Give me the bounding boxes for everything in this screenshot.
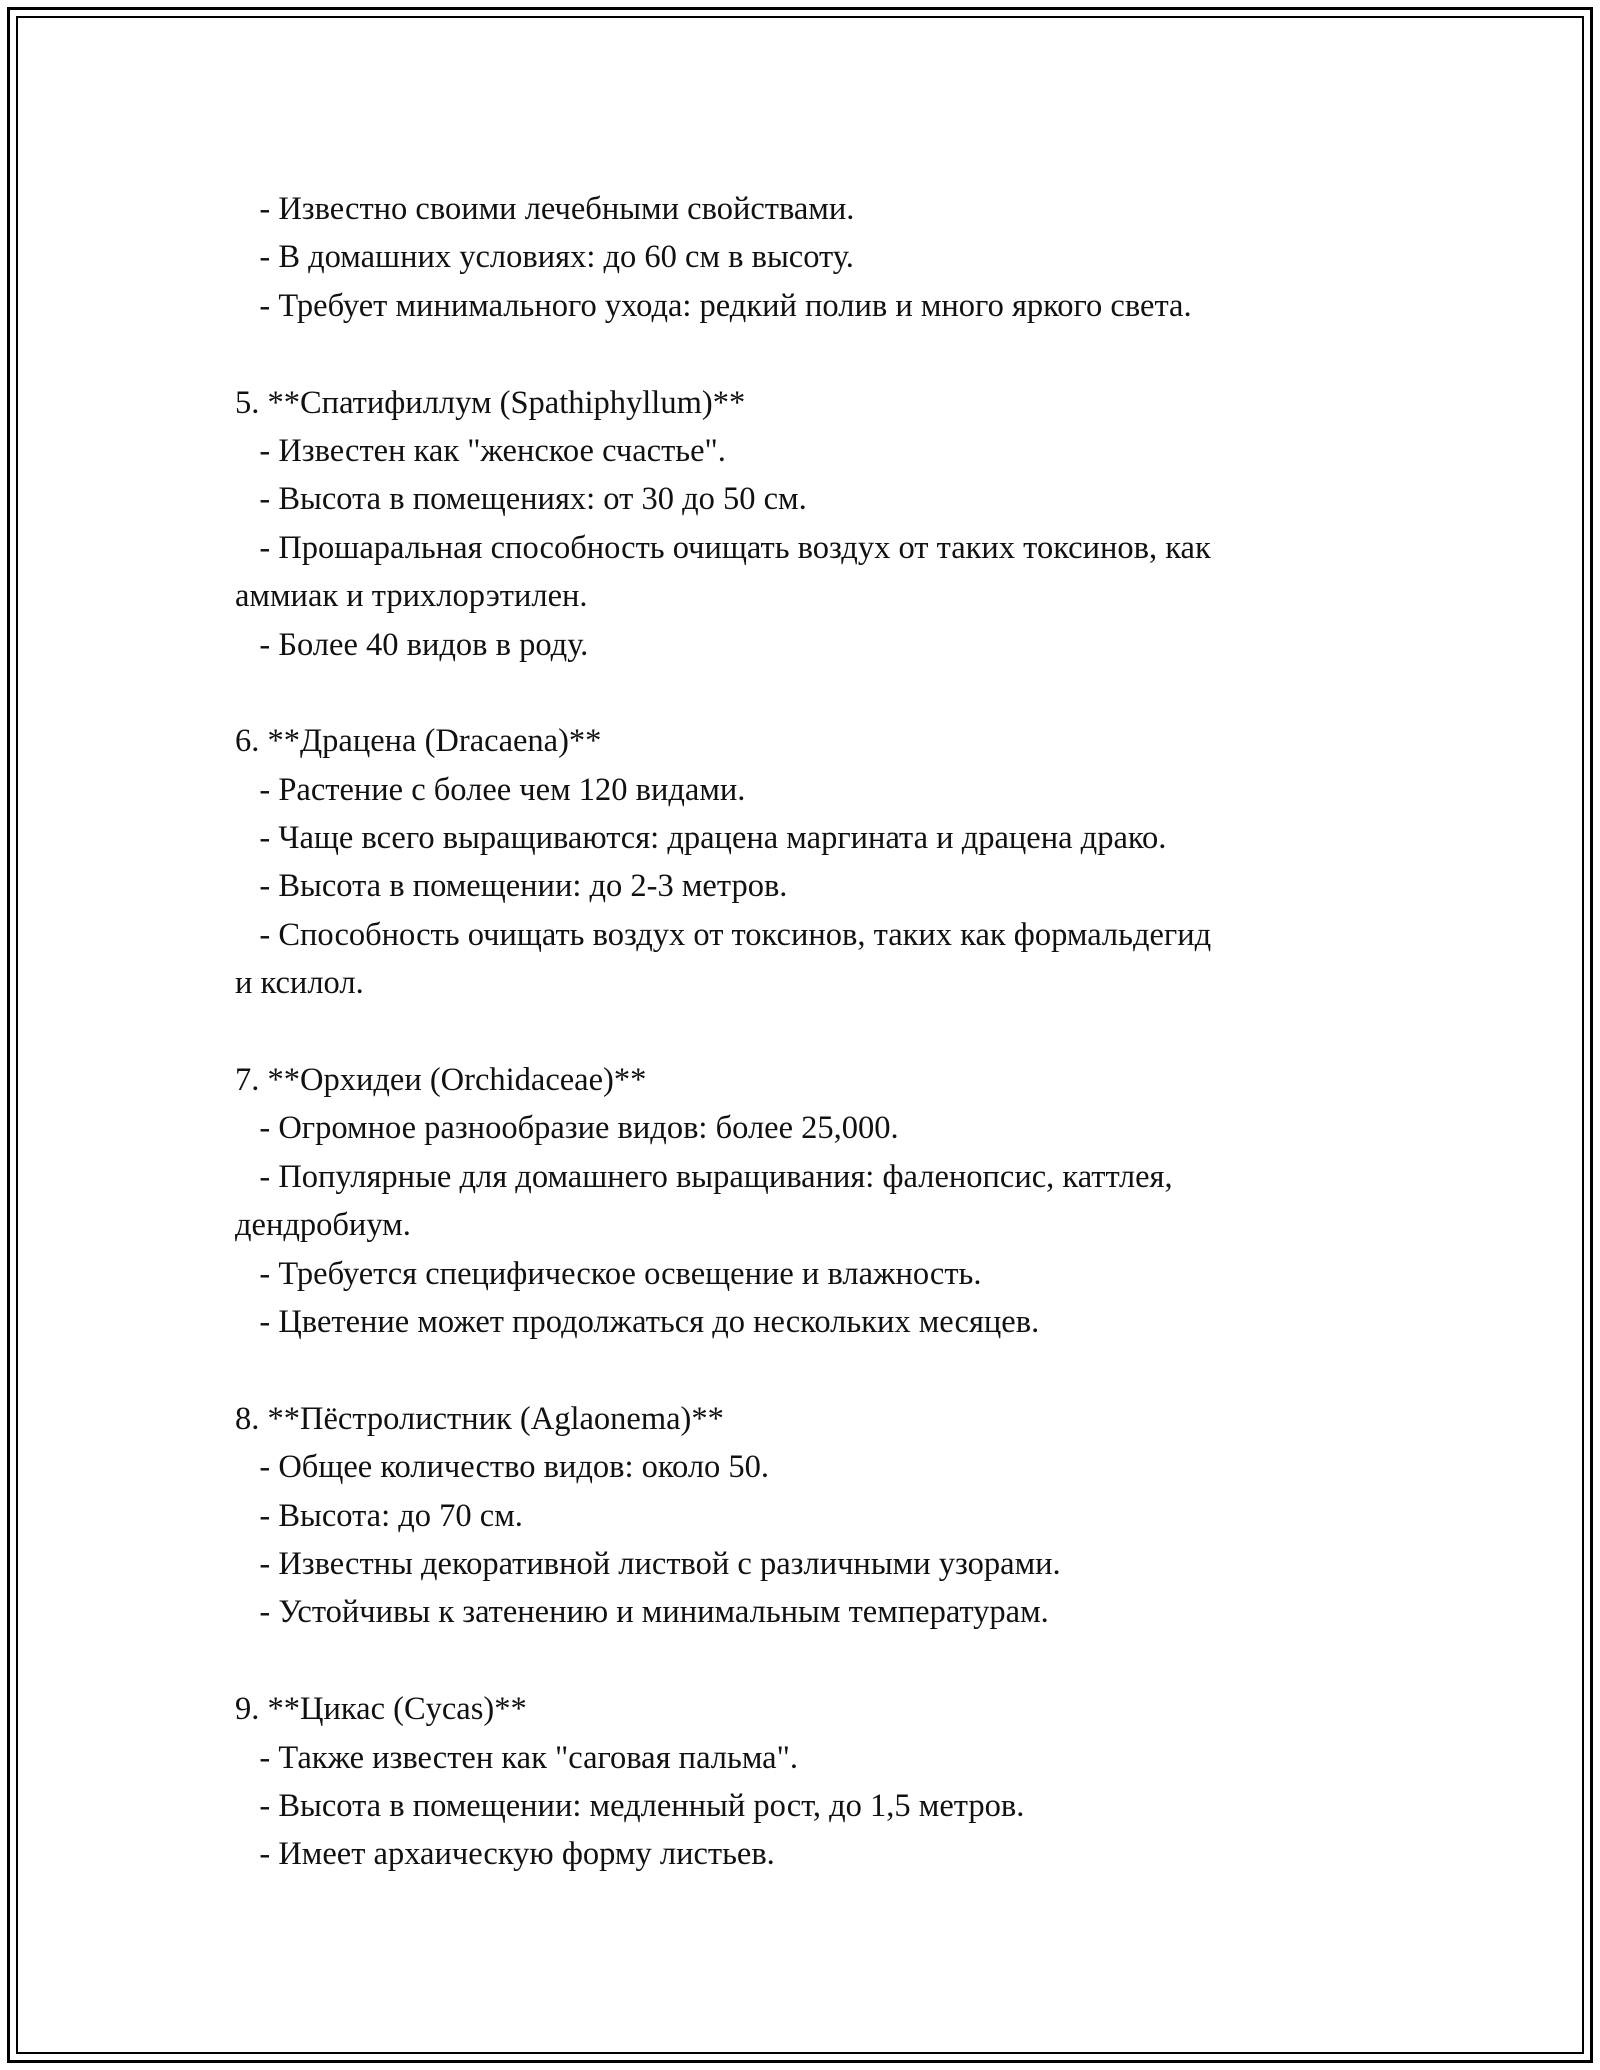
bullet-line: - Устойчивы к затенению и минимальным температурам. — [235, 1594, 1049, 1631]
paragraph-gap — [235, 1637, 1365, 1685]
paragraph-gap — [235, 1008, 1365, 1056]
bullet-line: - Более 40 видов в роду. — [235, 626, 589, 663]
bullet-line: - В домашних условиях: до 60 см в высоту. — [235, 239, 854, 276]
bullet-line: - Общее количество видов: около 50. — [235, 1449, 770, 1486]
section-dracaena — [235, 717, 1365, 1007]
bullet-line: - Известны декоративной листвой с различными узорами. — [235, 1545, 1061, 1582]
section-heading: 8. **Пёстролистник (Aglaonema)** — [235, 1400, 724, 1437]
section-heading: 6. **Драцена (Dracaena)** — [235, 723, 602, 760]
bullet-continuation: и ксилол. — [235, 965, 364, 1002]
section-spathiphyllum — [235, 379, 1365, 669]
section-aglaonema — [235, 1395, 1365, 1637]
section-orchidaceae — [235, 1056, 1365, 1346]
bullet-line: - Популярные для домашнего выращивания: фаленопсис, каттлея, — [235, 1158, 1173, 1195]
bullet-line: - Растение с более чем 120 видами. — [235, 771, 746, 808]
bullet-line: - Способность очищать воздух от токсинов, таких как формальдегид — [235, 916, 1212, 953]
paragraph-gap — [235, 330, 1365, 378]
bullet-line: - Требует минимального ухода: редкий полив и много яркого света. — [235, 287, 1192, 324]
section-heading: 9. **Цикас (Cycas)** — [235, 1691, 527, 1728]
bullet-line: - Имеет архаическую форму листьев. — [235, 1836, 775, 1873]
paragraph-gap — [235, 1346, 1365, 1394]
bullet-continuation: аммиак и трихлорэтилен. — [235, 578, 588, 615]
bullet-line: - Известен как "женское счастье". — [235, 432, 726, 469]
paragraph-gap — [235, 669, 1365, 717]
bullet-line: - Цветение может продолжаться до нескольких месяцев. — [235, 1303, 1040, 1340]
section-cycas — [235, 1685, 1365, 1879]
bullet-line: - Высота: до 70 см. — [235, 1497, 523, 1534]
bullet-line: - Прошаральная способность очищать воздух от таких токсинов, как — [235, 529, 1211, 566]
bullet-line: - Требуется специфическое освещение и влажность. — [235, 1255, 982, 1292]
section-heading: 5. **Спатифиллум (Spathiphyllum)** — [235, 384, 746, 421]
section-heading: 7. **Орхидеи (Orchidaceae)** — [235, 1062, 647, 1099]
document-body — [235, 185, 1365, 1879]
intro-block — [235, 185, 1365, 330]
bullet-line: - Высота в помещении: до 2-3 метров. — [235, 868, 788, 905]
bullet-line: - Известно своими лечебными свойствами. — [235, 191, 855, 227]
bullet-line: - Огромное разнообразие видов: более 25,000. — [235, 1110, 899, 1147]
bullet-continuation: дендробиум. — [235, 1207, 411, 1244]
bullet-line: - Высота в помещении: медленный рост, до 1,5 метров. — [235, 1787, 1025, 1824]
bullet-line: - Также известен как "саговая пальма". — [235, 1739, 798, 1776]
bullet-line: - Высота в помещениях: от 30 до 50 см. — [235, 481, 807, 518]
bullet-line: - Чаще всего выращиваются: драцена маргината и драцена драко. — [235, 820, 1167, 857]
